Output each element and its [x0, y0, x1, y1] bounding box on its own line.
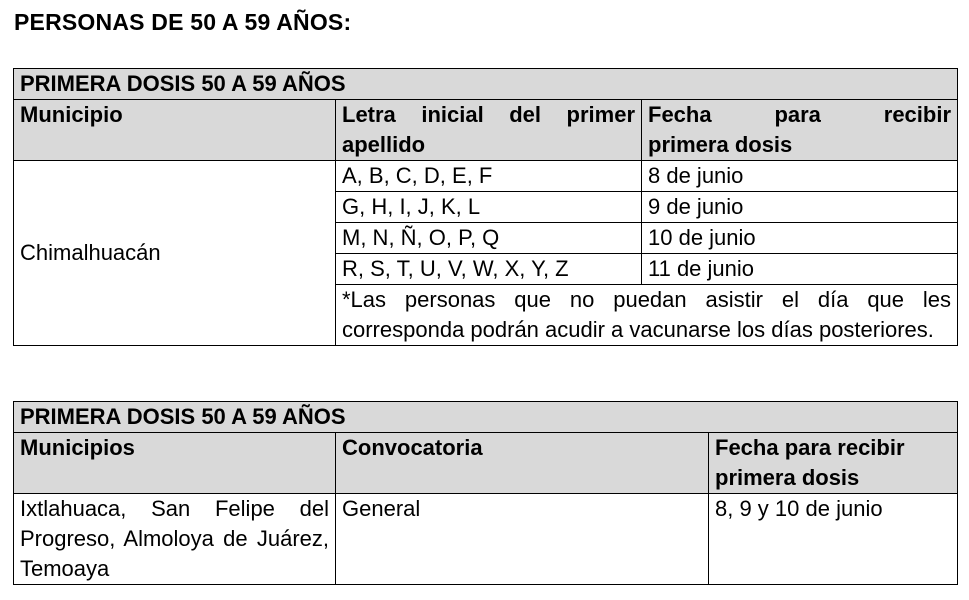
table-title-row — [14, 69, 958, 100]
letras-cell: M, N, Ñ, O, P, Q — [336, 223, 642, 254]
table-row — [14, 494, 958, 585]
header-letra-line2: apellido — [342, 132, 426, 157]
table-title: PRIMERA DOSIS 50 A 59 AÑOS — [14, 69, 958, 100]
header-fecha: Fecha para recibir primera dosis — [709, 433, 958, 494]
fecha-cell: 9 de junio — [642, 192, 958, 223]
table-header-row — [14, 433, 958, 494]
municipios-schedule-table — [13, 401, 958, 585]
header-letra-line1: Letra inicial del primer — [342, 102, 635, 127]
table-header-row — [14, 100, 958, 161]
header-municipios: Municipios — [14, 433, 336, 494]
header-municipio: Municipio — [14, 100, 336, 161]
table-row — [14, 161, 958, 192]
letras-cell: G, H, I, J, K, L — [336, 192, 642, 223]
letras-cell: R, S, T, U, V, W, X, Y, Z — [336, 254, 642, 285]
header-fecha-line2: primera dosis — [648, 132, 793, 157]
page-title: PERSONAS DE 50 A 59 AÑOS: — [14, 9, 352, 35]
first-dose-schedule-table — [13, 68, 958, 346]
fecha-cell: 8 de junio — [642, 161, 958, 192]
table-title-row — [14, 402, 958, 433]
letras-cell: A, B, C, D, E, F — [336, 161, 642, 192]
header-fecha-line1: Fecha para recibir — [648, 102, 952, 127]
header-convocatoria: Convocatoria — [336, 433, 709, 494]
fecha-cell: 11 de junio — [642, 254, 958, 285]
table-title: PRIMERA DOSIS 50 A 59 AÑOS — [14, 402, 958, 433]
convocatoria-cell: General — [336, 494, 709, 585]
fecha-cell: 8, 9 y 10 de junio — [709, 494, 958, 585]
header-fecha — [642, 100, 958, 161]
municipio-cell: Chimalhuacán — [14, 161, 336, 346]
fecha-cell: 10 de junio — [642, 223, 958, 254]
header-letra-inicial — [336, 100, 642, 161]
note-cell: *Las personas que no puedan asistir el día que les corresponda podrán acudir a vacunarse los días posteriores. — [336, 285, 958, 346]
municipios-cell: Ixtlahuaca, San Felipe del Progreso, Almoloya de Juárez, Temoaya — [14, 494, 336, 585]
